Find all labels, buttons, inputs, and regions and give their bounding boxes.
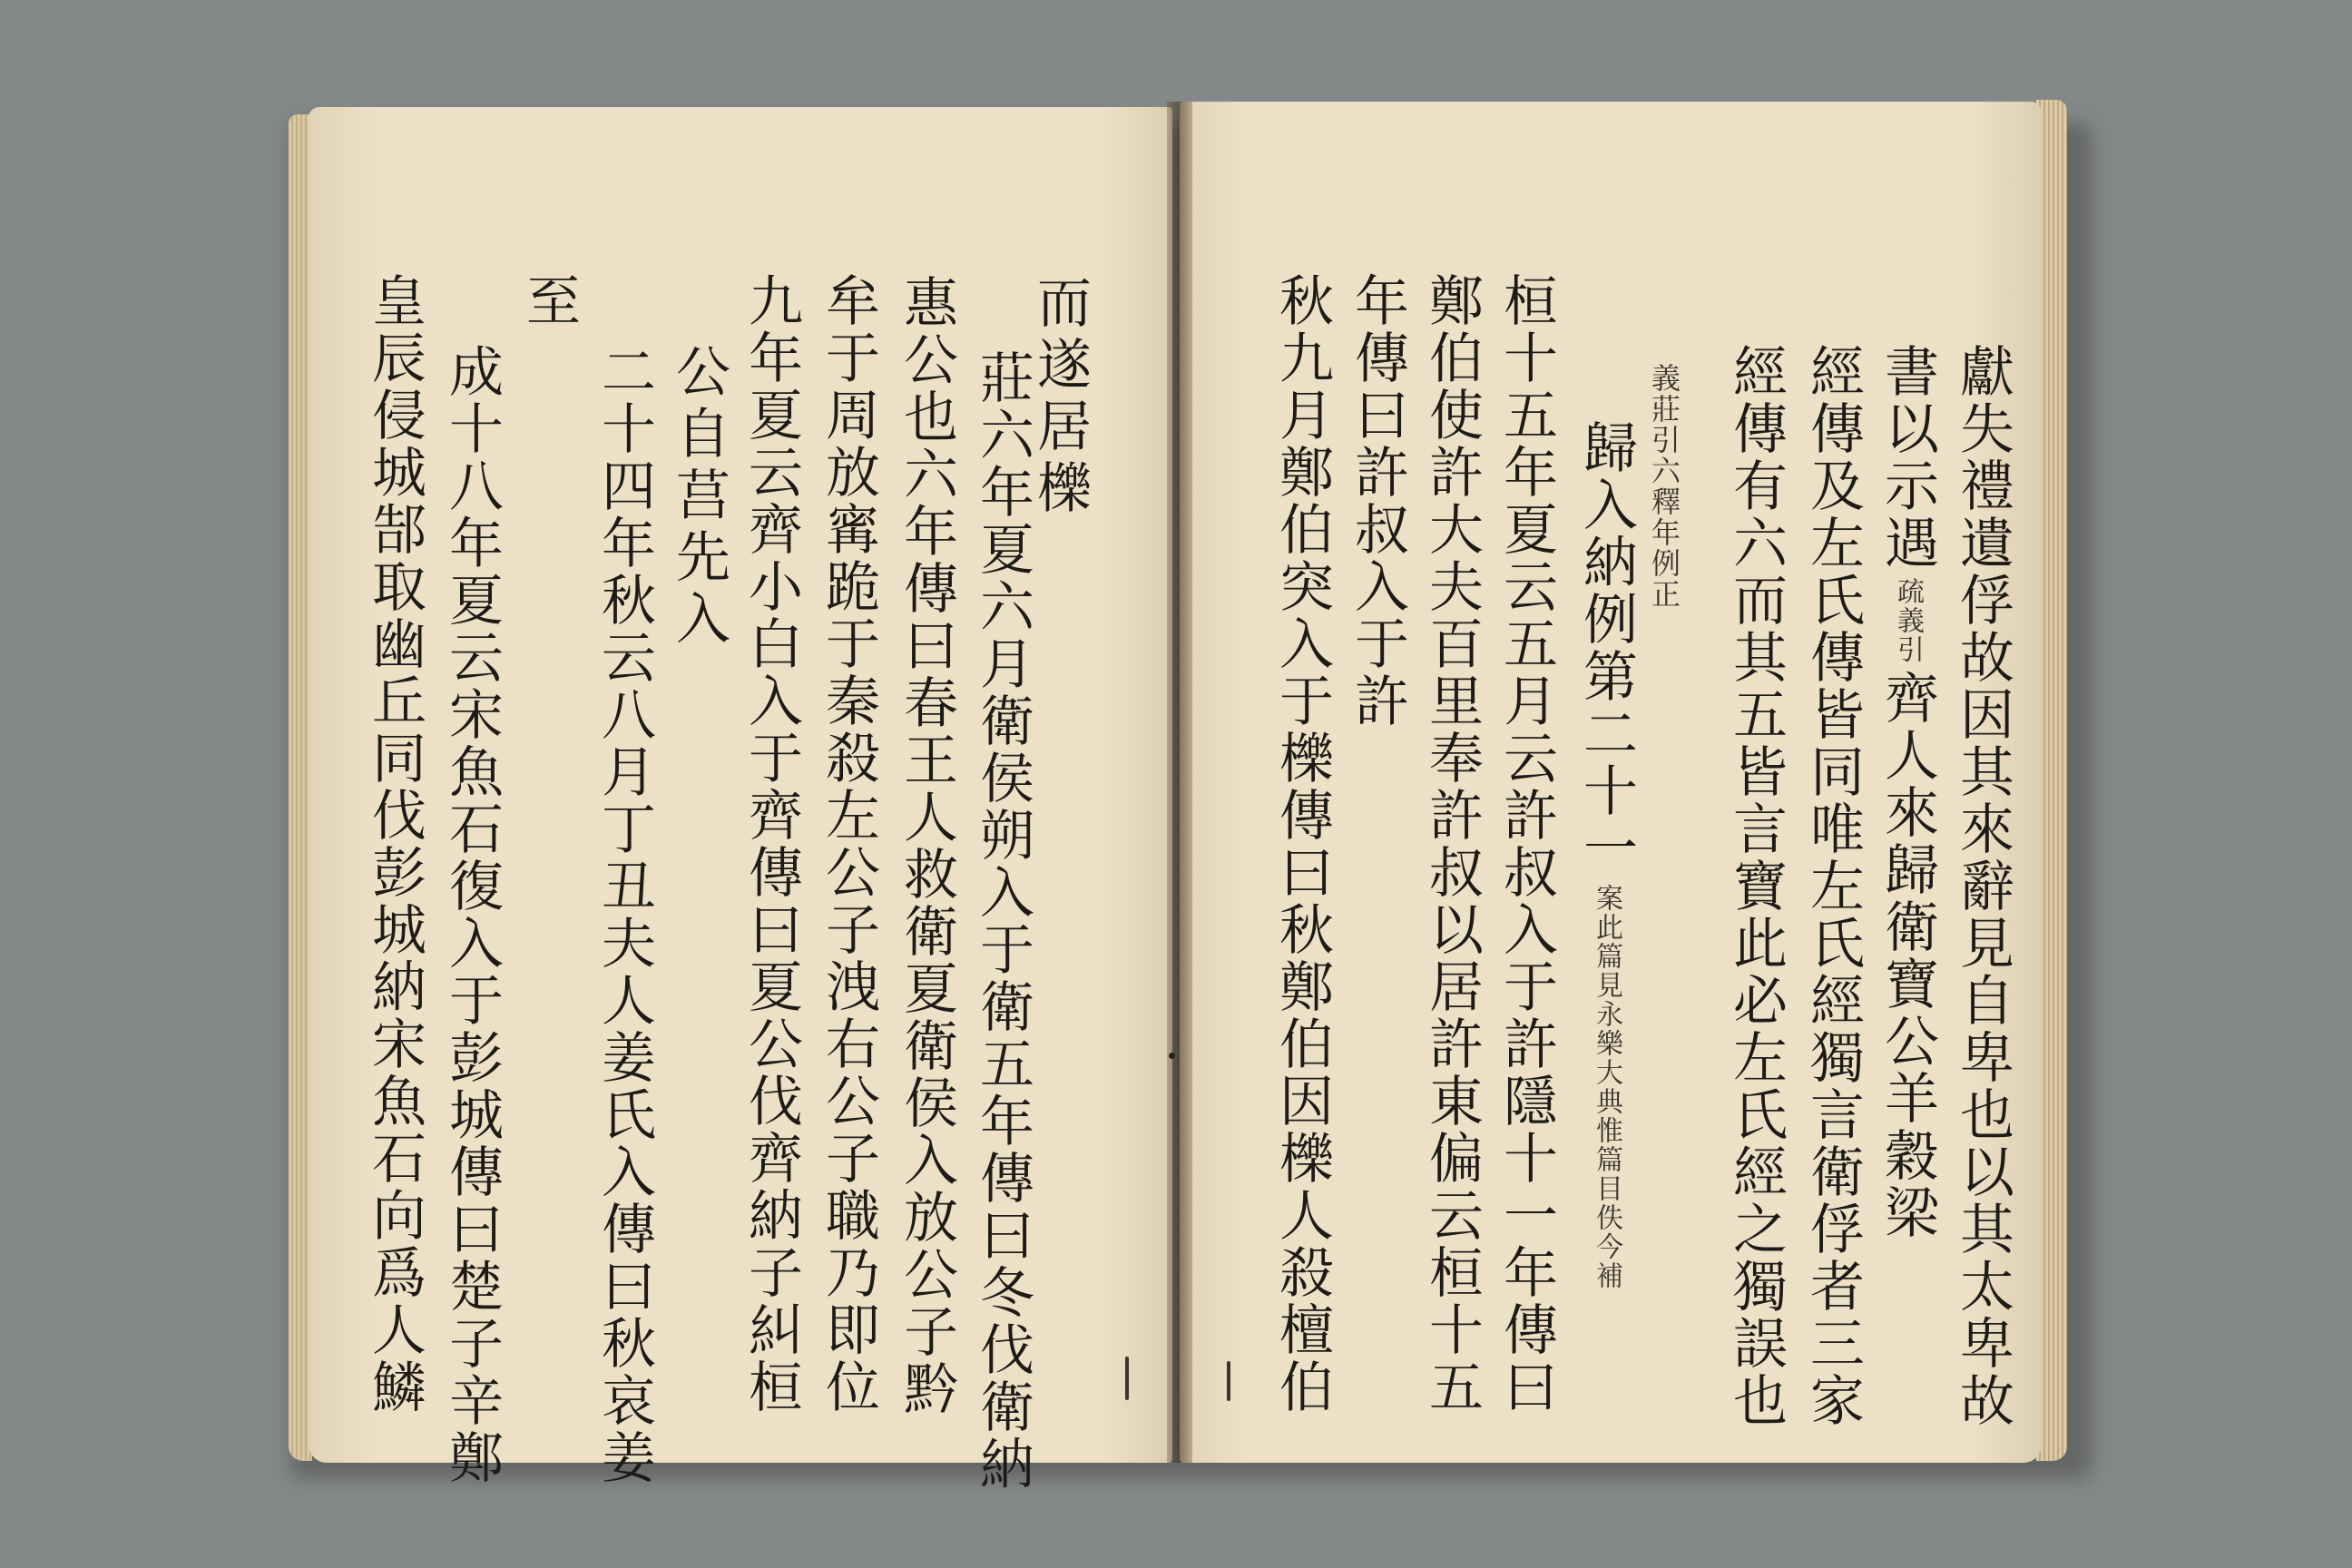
left-column-3-text: 惠公也六年傳曰春王人救衛夏衛侯入放公子黔 [895, 274, 958, 1417]
right-column-2-text-a: 書以示遇 [1876, 343, 1939, 572]
left-column-10-text: 皇辰侵城郜取幽丘同伐彭城納宋魚石向爲人鱗 [363, 272, 426, 1416]
ink-stroke-mark [1227, 1361, 1230, 1401]
right-column-8 [1420, 272, 1484, 1416]
right-column-3-text: 經傳及左氏傳皆同唯左氏經獨言衛俘者三家 [1801, 343, 1865, 1429]
left-column-2-text: 莊六年夏六月衛侯朔入于衛五年傳曰冬伐衛納 [971, 349, 1034, 1493]
ink-stroke-mark [1125, 1357, 1129, 1400]
left-column-8 [517, 272, 581, 327]
right-column-1-text: 獻失禮遺俘故因其來辭見自卑也以其太卑故 [1951, 343, 2014, 1429]
right-column-1 [1951, 343, 2014, 1429]
right-column-9-text: 年傳曰許叔入于許 [1346, 272, 1409, 730]
left-column-5-text: 九年夏云齊小白入于齊傳曰夏公伐齊納子糾桓 [740, 272, 803, 1416]
right-column-4 [1724, 343, 1788, 1429]
right-column-10-text: 秋九月鄭伯突入于櫟傳曰秋鄭伯因櫟人殺檀伯 [1270, 272, 1334, 1416]
left-column-4 [817, 272, 880, 1416]
right-column-3 [1801, 343, 1865, 1429]
left-column-1 [1028, 274, 1092, 521]
left-column-9 [440, 343, 504, 1486]
right-column-8-text: 鄭伯使許大夫百里奉許叔以居許東偏云桓十五 [1420, 272, 1484, 1416]
right-column-2-text-b: 齊人來歸衛寶公羊穀梁 [1876, 670, 1939, 1241]
right-column-10 [1270, 272, 1334, 1416]
left-column-6 [667, 343, 730, 652]
right-column-9 [1346, 272, 1409, 730]
left-column-8-text: 至 [517, 272, 581, 327]
left-column-7-text: 二十四年秋云八月丁丑夫人姜氏入傳曰秋哀姜 [593, 343, 656, 1486]
left-column-2 [971, 349, 1034, 1493]
right-column-7-text: 桓十五年夏云五月云許叔入于許隱十一年傳曰 [1494, 272, 1558, 1416]
right-column-2-note: 疏義引 [1892, 577, 1924, 664]
right-column-6-note: 案此篇見永樂大典惟篇目佚今補 [1591, 884, 1622, 1290]
right-column-5 [1647, 363, 1681, 610]
right-column-6-text: 歸入納例第二十一 [1574, 419, 1638, 877]
right-column-2 [1876, 343, 1939, 1241]
left-column-3 [895, 274, 958, 1417]
book-gutter [1167, 102, 1192, 1463]
right-column-6 [1574, 419, 1638, 1290]
left-column-5 [740, 272, 803, 1416]
right-column-5-note: 義莊引六釋年例正 [1647, 363, 1681, 610]
left-column-9-text: 成十八年夏云宋魚石復入于彭城傳曰楚子辛鄭 [440, 343, 504, 1486]
left-column-10 [363, 272, 426, 1416]
right-column-7 [1494, 272, 1558, 1416]
right-column-4-text: 經傳有六而其五皆言寶此必左氏經之獨誤也 [1724, 343, 1788, 1429]
left-column-7 [593, 343, 656, 1486]
left-column-1-text: 而遂居櫟 [1028, 274, 1092, 521]
ink-dot [1169, 1053, 1175, 1059]
left-column-4-text: 牟于周放寗跪于秦殺左公子洩右公子職乃即位 [817, 272, 880, 1416]
left-column-6-text: 公自莒先入 [667, 343, 730, 652]
